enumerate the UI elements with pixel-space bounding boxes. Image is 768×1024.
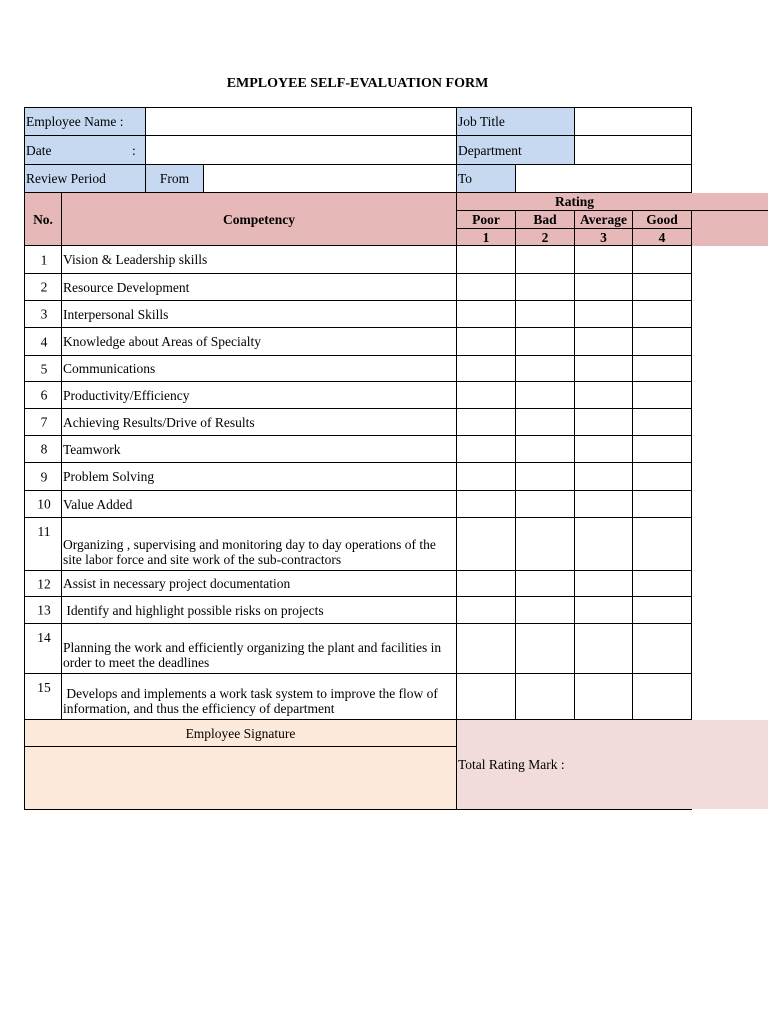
rating-cell-4[interactable] — [633, 491, 692, 518]
rating-cell-4[interactable] — [633, 463, 692, 491]
total-rating-area — [457, 720, 768, 810]
rating-cell-1[interactable] — [457, 246, 516, 274]
rating-label-1: Bad — [516, 210, 575, 229]
competency-text: Organizing , supervising and monitoring day to day operations of the site labor force and site work of the sub-contractors — [63, 537, 440, 567]
total-rating-label: Total Rating Mark : — [458, 757, 565, 772]
competency-cell — [62, 328, 457, 356]
row-number: 5 — [40, 361, 48, 376]
row-number: 14 — [37, 630, 51, 645]
to-label: To — [457, 165, 516, 193]
row-number: 2 — [40, 279, 48, 295]
rating-cell-4[interactable] — [633, 382, 692, 409]
rating-extension — [692, 211, 768, 246]
rating-cell-2[interactable] — [516, 409, 575, 436]
row-number-cell — [24, 382, 62, 409]
rating-cell-4[interactable] — [633, 356, 692, 382]
rating-cell-2[interactable] — [516, 597, 575, 624]
rating-cell-4[interactable] — [633, 274, 692, 301]
rating-cell-3[interactable] — [575, 674, 633, 720]
signature-label: Employee Signature — [24, 720, 457, 747]
rating-cell-2[interactable] — [516, 436, 575, 463]
total-rating-bottom-cut — [692, 809, 768, 811]
rating-cell-1[interactable] — [457, 274, 516, 301]
rating-cell-2[interactable] — [516, 356, 575, 382]
competency-text: Vision & Leadership skills — [63, 252, 208, 267]
rating-cell-2[interactable] — [516, 674, 575, 720]
from-label: From — [146, 165, 204, 193]
rating-cell-3[interactable] — [575, 328, 633, 356]
rating-cell-2[interactable] — [516, 328, 575, 356]
rating-cell-1[interactable] — [457, 301, 516, 328]
rating-cell-2[interactable] — [516, 301, 575, 328]
rating-label-0: Poor — [457, 210, 516, 229]
rating-cell-4[interactable] — [633, 301, 692, 328]
competency-cell — [62, 436, 457, 463]
row-number: 9 — [40, 469, 48, 484]
row-number: 4 — [40, 334, 48, 349]
competency-cell — [62, 624, 457, 674]
competency-cell — [62, 274, 457, 301]
rating-cell-1[interactable] — [457, 674, 516, 720]
job-title-label: Job Title — [457, 107, 575, 136]
rating-cell-3[interactable] — [575, 409, 633, 436]
competency-cell — [62, 246, 457, 274]
rating-cell-1[interactable] — [457, 436, 516, 463]
rating-cell-1[interactable] — [457, 463, 516, 491]
rating-cell-1[interactable] — [457, 409, 516, 436]
rating-cell-3[interactable] — [575, 518, 633, 571]
competency-text: Teamwork — [63, 441, 121, 457]
competency-cell — [62, 301, 457, 328]
form-title: EMPLOYEE SELF-EVALUATION FORM — [226, 76, 489, 91]
rating-cell-1[interactable] — [457, 518, 516, 571]
rating-cell-4[interactable] — [633, 674, 692, 720]
rating-label-2: Average — [575, 210, 633, 229]
rating-cell-1[interactable] — [457, 624, 516, 674]
to-field[interactable] — [516, 165, 692, 193]
rating-value-1: 2 — [516, 229, 575, 246]
competency-text: Productivity/Efficiency — [63, 387, 190, 403]
competency-cell — [62, 356, 457, 382]
row-number: 11 — [37, 524, 51, 539]
row-number: 6 — [40, 387, 48, 403]
competency-text: Problem Solving — [63, 469, 155, 484]
rating-cell-2[interactable] — [516, 518, 575, 571]
date-colon: : — [132, 142, 136, 158]
competency-text: Value Added — [63, 496, 133, 512]
employee-name-label: Employee Name : — [24, 107, 146, 136]
rating-cell-4[interactable] — [633, 246, 692, 274]
row-number-cell — [24, 246, 62, 274]
rating-cell-1[interactable] — [457, 328, 516, 356]
row-number-cell — [24, 624, 62, 674]
competency-cell — [62, 571, 457, 597]
rating-cell-1[interactable] — [457, 597, 516, 624]
rating-cell-1[interactable] — [457, 356, 516, 382]
row-number-cell — [24, 409, 62, 436]
competency-text: Interpersonal Skills — [63, 306, 169, 322]
row-number-cell — [24, 274, 62, 301]
competency-text: Achieving Results/Drive of Results — [63, 414, 255, 430]
row-number-cell — [24, 518, 62, 571]
row-number: 15 — [37, 680, 51, 695]
competency-text: Planning the work and efficiently organizing the plant and facilities in order to meet the deadlines — [63, 640, 445, 670]
department-label: Department — [457, 136, 575, 165]
rating-cell-4[interactable] — [633, 409, 692, 436]
competency-cell — [62, 597, 457, 624]
competency-text: Resource Development — [63, 279, 190, 295]
rating-cell-1[interactable] — [457, 491, 516, 518]
signature-field[interactable] — [24, 747, 457, 810]
rating-cell-4[interactable] — [633, 436, 692, 463]
competency-cell — [62, 382, 457, 409]
row-number-cell — [24, 463, 62, 491]
rating-cell-3[interactable] — [575, 356, 633, 382]
competency-cell — [62, 518, 457, 571]
competency-text: Communications — [63, 361, 156, 376]
rating-cell-3[interactable] — [575, 274, 633, 301]
rating-cell-3[interactable] — [575, 463, 633, 491]
rating-cell-3[interactable] — [575, 436, 633, 463]
row-number-cell — [24, 597, 62, 624]
department-field[interactable] — [575, 136, 692, 165]
rating-cell-2[interactable] — [516, 382, 575, 409]
row-number-cell — [24, 436, 62, 463]
rating-header-label: Rating — [554, 194, 594, 209]
competency-text: Assist in necessary project documentation — [63, 576, 291, 591]
row-number-cell — [24, 328, 62, 356]
rating-cell-2[interactable] — [516, 274, 575, 301]
from-field[interactable] — [204, 165, 457, 193]
rating-value-2: 3 — [575, 229, 633, 246]
employee-name-field[interactable] — [146, 107, 457, 136]
row-number: 12 — [37, 576, 51, 591]
competency-cell — [62, 463, 457, 491]
row-number-cell — [24, 356, 62, 382]
rating-cell-3[interactable] — [575, 571, 633, 597]
rating-cell-3[interactable] — [575, 597, 633, 624]
rating-cell-2[interactable] — [516, 246, 575, 274]
competency-cell — [62, 674, 457, 720]
rating-cell-4[interactable] — [633, 328, 692, 356]
rating-value-3: 4 — [633, 229, 692, 246]
rating-cell-1[interactable] — [457, 382, 516, 409]
no-header: No. — [24, 193, 62, 246]
rating-cell-2[interactable] — [516, 571, 575, 597]
rating-cell-3[interactable] — [575, 491, 633, 518]
competency-cell — [62, 409, 457, 436]
competency-text: Develops and implements a work task system to improve the flow of information, and thus the efficiency of department — [63, 686, 442, 716]
review-period-label: Review Period — [24, 165, 146, 193]
rating-cell-3[interactable] — [575, 246, 633, 274]
competency-text: Identify and highlight possible risks on projects — [63, 602, 324, 618]
rating-cell-3[interactable] — [575, 301, 633, 328]
rating-label-3: Good — [633, 210, 692, 229]
row-number-cell — [24, 491, 62, 518]
competency-text: Knowledge about Areas of Specialty — [63, 334, 261, 349]
row-number-cell — [24, 571, 62, 597]
rating-cell-2[interactable] — [516, 463, 575, 491]
date-field[interactable] — [146, 136, 457, 165]
row-number: 1 — [40, 252, 48, 267]
rating-cell-1[interactable] — [457, 571, 516, 597]
row-number: 10 — [37, 496, 51, 512]
rating-cell-3[interactable] — [575, 382, 633, 409]
rating-cell-4[interactable] — [633, 571, 692, 597]
job-title-field[interactable] — [575, 107, 692, 136]
row-number: 8 — [40, 441, 48, 457]
rating-value-0: 1 — [457, 229, 516, 246]
date-label-cell — [24, 136, 146, 165]
rating-cell-3[interactable] — [575, 624, 633, 674]
rating-cell-4[interactable] — [633, 624, 692, 674]
row-number-cell — [24, 674, 62, 720]
row-number-cell — [24, 301, 62, 328]
rating-header — [457, 193, 768, 211]
competency-header: Competency — [62, 193, 457, 246]
row-number: 13 — [37, 602, 51, 618]
competency-cell — [62, 491, 457, 518]
rating-cell-4[interactable] — [633, 518, 692, 571]
date-label: Date — [26, 142, 52, 158]
row-number: 3 — [40, 306, 48, 322]
rating-cell-2[interactable] — [516, 624, 575, 674]
row-number: 7 — [40, 414, 48, 430]
rating-cell-4[interactable] — [633, 597, 692, 624]
rating-cell-2[interactable] — [516, 491, 575, 518]
